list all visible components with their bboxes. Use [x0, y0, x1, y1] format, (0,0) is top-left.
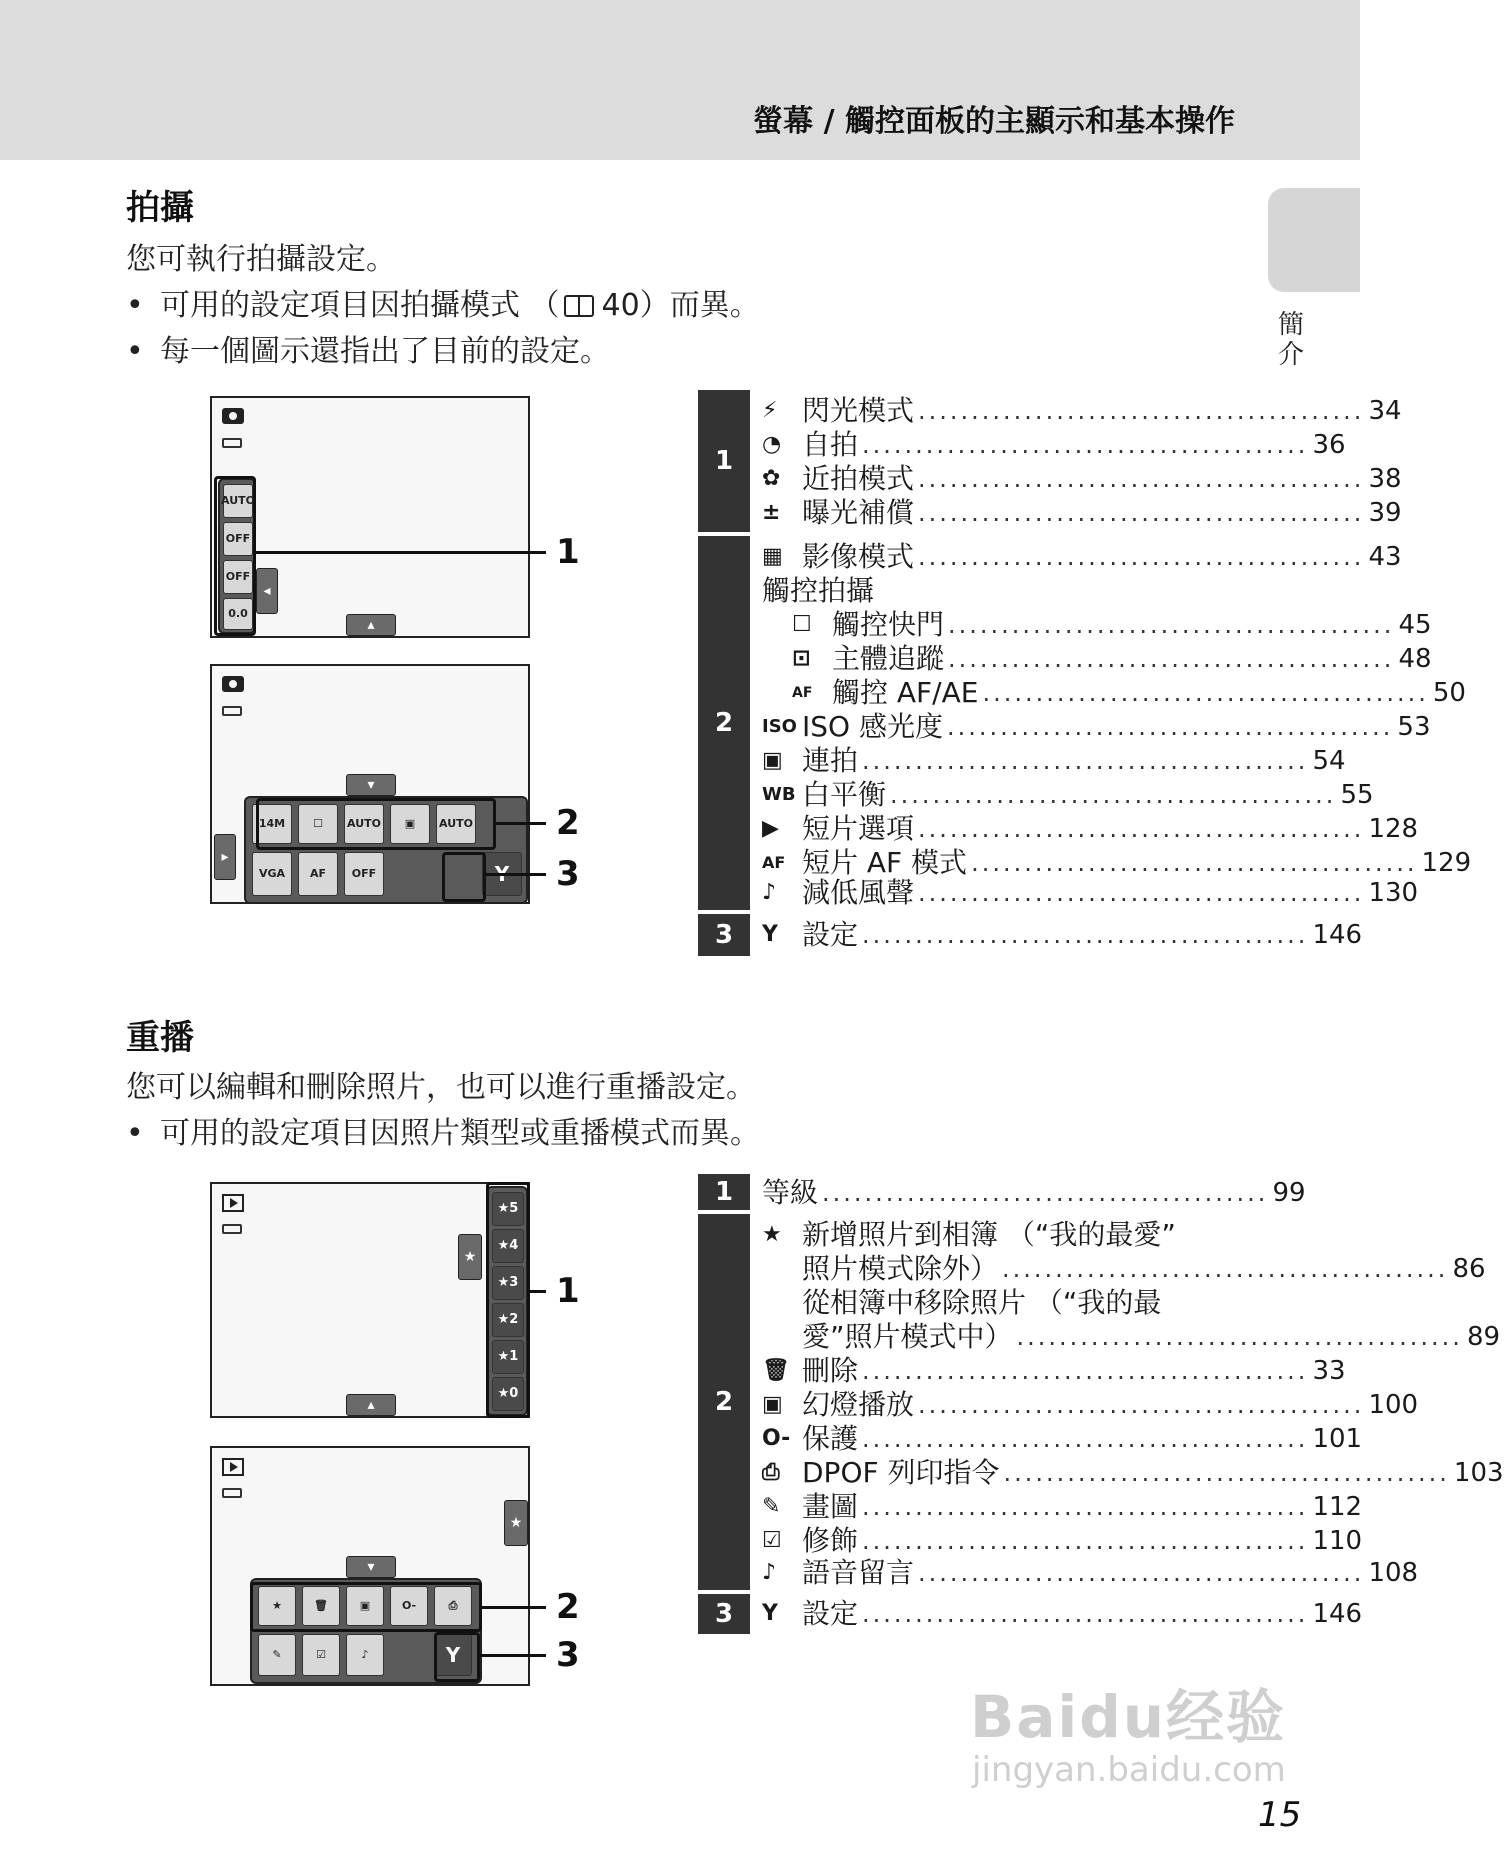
- image-mode-tile[interactable]: 14M: [252, 804, 292, 844]
- self-timer-tile[interactable]: OFF: [223, 522, 253, 556]
- table-row: 觸控拍攝: [762, 574, 875, 607]
- touch-shutter-icon: ☐: [792, 612, 812, 637]
- callout-line-3: [486, 873, 546, 876]
- iso-icon: ISO: [762, 716, 797, 737]
- group-number: 3: [698, 914, 750, 956]
- bullet-dot: •: [126, 288, 144, 323]
- table-group-2: [698, 536, 1472, 912]
- rating-2-tile[interactable]: ★2: [492, 1303, 524, 1337]
- playback-screen-1: [210, 1182, 530, 1418]
- table-row: 照片模式除外） .......................................... 86: [802, 1252, 1486, 1285]
- exposure-comp-icon: ±: [762, 500, 781, 525]
- table-row: Y 設定 .......................................... 146: [762, 918, 1363, 951]
- favorites-tile[interactable]: ★: [258, 1586, 296, 1626]
- protect-tile[interactable]: O-: [390, 1586, 428, 1626]
- group-number: 2: [698, 536, 750, 910]
- table-row: ★ 新增照片到相簿 （“我的最愛”: [762, 1218, 1176, 1251]
- baidu-watermark: Baidu经验: [970, 1683, 1287, 1751]
- touch-shooting-tile[interactable]: ☐: [298, 804, 338, 844]
- touch-af-ae-icon: AF: [792, 685, 813, 701]
- callout-number-3: 3: [556, 1635, 580, 1675]
- table-row: ◔ 自拍 .......................................... 36: [762, 428, 1346, 461]
- table-row: 愛”照片模式中） .......................................... 89: [802, 1320, 1501, 1353]
- callout-box-2: [250, 1582, 482, 1632]
- movie-af-tile[interactable]: AF: [298, 852, 338, 896]
- table-row: O- 保護 .......................................... 101: [762, 1422, 1363, 1455]
- expand-up-arrow[interactable]: ▴: [346, 1394, 396, 1416]
- table-row: ISO ISO 感光度 .......................................... 53: [762, 710, 1431, 743]
- shooting-intro: 您可執行拍攝設定。: [126, 242, 396, 277]
- table-row: ✿ 近拍模式 .......................................... 38: [762, 462, 1402, 495]
- paint-tile[interactable]: ✎: [258, 1634, 296, 1676]
- favorites-star-tab[interactable]: ★: [458, 1234, 482, 1280]
- slideshow-tile[interactable]: ▣: [346, 1586, 384, 1626]
- rating-0-tile[interactable]: ★0: [492, 1377, 524, 1411]
- bullet-dot: •: [126, 1116, 144, 1151]
- callout-line-1: [530, 1290, 546, 1293]
- image-mode-icon: ▦: [762, 544, 783, 569]
- table-row: ⎙ DPOF 列印指令 .......................................... 103: [762, 1456, 1504, 1489]
- group-number: 3: [698, 1594, 750, 1634]
- table-row: ☑ 修飾 .......................................... 110: [762, 1524, 1363, 1557]
- table-row: ▣ 連拍 .......................................... 54: [762, 744, 1346, 777]
- table-row: AF 觸控 AF/AE .......................................... 50: [792, 676, 1466, 709]
- playback-screen-2: [210, 1446, 530, 1686]
- table-row: 等級 .......................................... 99: [762, 1176, 1306, 1209]
- white-balance-tile[interactable]: AUTO: [436, 804, 476, 844]
- wind-noise-tile[interactable]: OFF: [344, 852, 384, 896]
- expand-up-arrow[interactable]: ▴: [346, 614, 396, 636]
- retouch-tile[interactable]: ☑: [302, 1634, 340, 1676]
- shooting-screen-1: [210, 396, 530, 638]
- wrench-icon: Y: [762, 1601, 778, 1626]
- callout-box-3: [442, 852, 486, 902]
- table-group-1: [698, 390, 1402, 534]
- retouch-icon: ☑: [762, 1528, 782, 1553]
- chapter-tab-label: 簡介: [1277, 310, 1304, 370]
- callout-box-2: [256, 798, 496, 850]
- battery-icon: [222, 1224, 242, 1234]
- group-number: 1: [698, 1174, 750, 1210]
- iso-tile[interactable]: AUTO: [344, 804, 384, 844]
- playback-icon: [222, 1458, 244, 1476]
- print-order-tile[interactable]: ⎙: [434, 1586, 472, 1626]
- continuous-icon: ▣: [762, 748, 783, 773]
- flash-mode-tile[interactable]: AUTO: [223, 484, 253, 518]
- table-row: ▦ 影像模式 .......................................... 43: [762, 540, 1402, 573]
- rating-5-tile[interactable]: ★5: [492, 1192, 524, 1226]
- collapse-down-arrow[interactable]: ▾: [346, 774, 396, 796]
- microphone-icon: ♪: [762, 1560, 777, 1585]
- callout-number-3: 3: [556, 854, 580, 894]
- voice-memo-tile[interactable]: ♪: [346, 1634, 384, 1676]
- section-title-playback: 重播: [126, 1018, 194, 1058]
- movie-icon: ▶: [762, 816, 779, 841]
- wrench-icon: Y: [762, 922, 778, 947]
- chapter-tab: [1268, 188, 1360, 292]
- favorites-icon: ★: [762, 1222, 782, 1247]
- subject-tracking-icon: ⊡: [792, 646, 811, 671]
- white-balance-icon: WB: [762, 784, 796, 805]
- table-group-2: [698, 1214, 1504, 1592]
- shooting-bullet-2: • 每一個圖示還指出了目前的設定。: [126, 334, 610, 369]
- macro-mode-tile[interactable]: OFF: [223, 560, 253, 594]
- collapse-down-arrow[interactable]: ▾: [346, 1556, 396, 1578]
- table-group-1: [698, 1174, 1306, 1212]
- flash-icon: ⚡: [762, 398, 778, 423]
- table-row: ♪ 語音留言 .......................................... 108: [762, 1556, 1419, 1589]
- callout-line-3: [480, 1654, 546, 1657]
- callout-number-1: 1: [556, 532, 580, 572]
- camera-icon: [222, 408, 244, 424]
- battery-icon: [222, 1488, 242, 1498]
- wind-noise-icon: ♪: [762, 880, 777, 905]
- key-icon: O-: [762, 1426, 791, 1451]
- macro-icon: ✿: [762, 466, 781, 491]
- table-row: WB 白平衡 .......................................... 55: [762, 778, 1374, 811]
- table-row: 從相簿中移除照片 （“我的最: [802, 1286, 1162, 1319]
- section-title-shooting: 拍攝: [126, 188, 194, 228]
- table-row: 🗑 刪除 .......................................... 33: [762, 1354, 1346, 1387]
- table-row: ▣ 幻燈播放 .......................................... 100: [762, 1388, 1419, 1421]
- rating-3-tile[interactable]: ★3: [492, 1266, 524, 1300]
- movie-options-tile[interactable]: VGA: [252, 852, 292, 896]
- bullet-dot: •: [126, 334, 144, 369]
- expand-right-arrow[interactable]: ▸: [214, 834, 236, 880]
- page-header-title: 螢幕 / 觸控面板的主顯示和基本操作: [753, 104, 1235, 139]
- playback-bullet-1: • 可用的設定項目因照片類型或重播模式而異。: [126, 1116, 760, 1151]
- movie-af-icon: AF: [762, 853, 786, 872]
- group-number: 1: [698, 390, 750, 532]
- pencil-icon: ✎: [762, 1494, 781, 1519]
- table-row: ✎ 畫圖 .......................................... 112: [762, 1490, 1363, 1523]
- group-number: 2: [698, 1214, 750, 1590]
- playback-icon: [222, 1194, 244, 1212]
- callout-box-1: [214, 476, 256, 636]
- playback-intro: 您可以編輯和刪除照片，也可以進行重播設定。: [126, 1070, 756, 1105]
- table-row: AF 短片 AF 模式 .......................................... 129: [762, 846, 1472, 879]
- collapse-left-arrow[interactable]: ◂: [256, 568, 278, 614]
- camera-icon: [222, 676, 244, 692]
- battery-icon: [222, 706, 242, 716]
- book-reference-icon: [564, 295, 594, 317]
- table-row: ▶ 短片選項 .......................................... 128: [762, 812, 1419, 845]
- continuous-tile[interactable]: ▣: [390, 804, 430, 844]
- callout-line-2: [482, 1606, 546, 1609]
- table-row: ☐ 觸控快門 .......................................... 45: [792, 608, 1432, 641]
- table-row: Y 設定 .......................................... 146: [762, 1597, 1363, 1630]
- rating-1-tile[interactable]: ★1: [492, 1340, 524, 1374]
- table-row: ± 曝光補償 .......................................... 39: [762, 496, 1402, 529]
- battery-icon: [222, 438, 242, 448]
- delete-tile[interactable]: 🗑: [302, 1586, 340, 1626]
- table-row: ⚡ 閃光模式 .......................................... 34: [762, 394, 1402, 427]
- callout-line-2: [496, 822, 546, 825]
- callout-box-3: [434, 1632, 480, 1682]
- callout-line-1: [256, 551, 546, 554]
- baidu-watermark-url: jingyan.baidu.com: [972, 1750, 1286, 1790]
- table-row: ♪ 減低風聲 .......................................... 130: [762, 876, 1419, 909]
- self-timer-icon: ◔: [762, 432, 782, 457]
- slideshow-icon: ▣: [762, 1392, 783, 1417]
- trash-icon: 🗑: [762, 1358, 790, 1383]
- table-group-3: [698, 1594, 1363, 1634]
- printer-icon: ⎙: [762, 1460, 780, 1485]
- callout-number-2: 2: [556, 803, 580, 843]
- table-group-3: [698, 914, 1363, 956]
- setup-wrench-tile[interactable]: Y: [434, 1634, 472, 1676]
- callout-box-1: [486, 1182, 530, 1418]
- exposure-comp-tile[interactable]: 0.0: [223, 598, 253, 630]
- callout-number-1: 1: [556, 1271, 580, 1311]
- page-number: 15: [1258, 1795, 1302, 1835]
- callout-number-2: 2: [556, 1587, 580, 1627]
- favorites-star-tab[interactable]: ★: [504, 1500, 528, 1546]
- rating-4-tile[interactable]: ★4: [492, 1229, 524, 1263]
- shooting-bullet-1: • 可用的設定項目因拍攝模式 （ 40）而異。: [126, 288, 760, 323]
- table-row: ⊡ 主體追蹤 .......................................... 48: [792, 642, 1432, 675]
